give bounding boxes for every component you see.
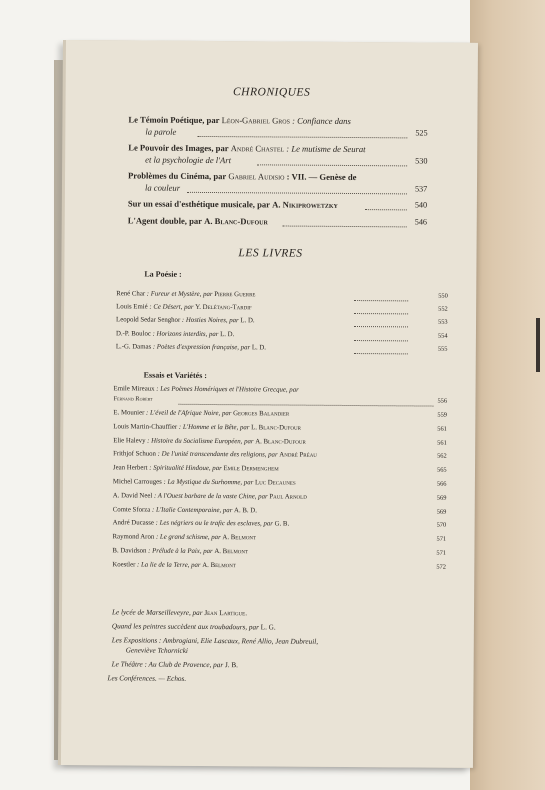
- item-critic: L. D.: [240, 317, 255, 325]
- item-critic: A. Belmont: [222, 534, 257, 542]
- item-work: : Histoire du Socialisme Européen, par: [147, 437, 256, 445]
- list-item: [116, 304, 252, 312]
- page-number: 554: [437, 332, 448, 340]
- item-work: : La lie de la Terre, par: [137, 561, 203, 569]
- item-text: Les Conférences. — Echos.: [107, 674, 187, 683]
- item-author: Comte Sforza: [112, 505, 153, 514]
- page-number: 569: [436, 508, 447, 516]
- item-text: Le lycée de Marseilleveyre, par: [111, 608, 205, 617]
- item-work: : La Mystique du Surhomme, par: [163, 478, 255, 487]
- item-work: : L'éveil de l'Afrique Noire, par: [146, 409, 234, 418]
- item-author: Emile Mireaux: [113, 385, 157, 393]
- item-critic: L. D.: [220, 330, 235, 338]
- item-author: A. David Neel: [112, 492, 154, 500]
- item-critic: G. B.: [274, 520, 290, 528]
- page-number: 571: [436, 549, 447, 557]
- page-number: 540: [414, 200, 428, 210]
- leader-dots: [283, 225, 407, 228]
- page-number: 525: [415, 128, 428, 138]
- leader-dots: [197, 135, 407, 138]
- toc-entry: Le Pouvoir des Images, par André Chastel : Le mutisme de Seurat: [128, 142, 366, 155]
- item-work: : L'Italie Contemporaine, par: [151, 506, 235, 514]
- page-number: 561: [437, 439, 447, 447]
- item-critic: A. Blanc-Dufour: [255, 437, 306, 446]
- page-number: 569: [436, 494, 447, 502]
- list-item: [116, 317, 255, 325]
- item-author: Elie Halevy: [113, 436, 148, 445]
- list-item: [112, 636, 318, 645]
- page-number: 562: [437, 452, 447, 461]
- item-work: : L'Homme et la Bête, par: [178, 423, 252, 432]
- list-item: [113, 437, 306, 445]
- page-number: 561: [437, 425, 447, 433]
- toc-entry: Le Témoin Poétique, par Léon-Gabriel Gros : Confiance dans: [128, 114, 351, 126]
- item-author: L. G.: [260, 623, 276, 632]
- item-text: Le Théâtre : Au Club de Provence, par: [111, 660, 225, 670]
- item-author: René Char: [116, 290, 147, 298]
- list-item: [112, 660, 238, 669]
- list-item: [113, 423, 301, 431]
- toc-entry: Problèmes du Cinéma, par Gabriel Audisio : VII. — Genèse de: [128, 170, 357, 183]
- item-critic: Luc Decaunes: [254, 479, 296, 487]
- item-author: André Ducasse: [112, 519, 156, 528]
- page-number: 559: [437, 411, 448, 419]
- item-text: Quand les peintres succèdent aux troubadours, par: [111, 622, 261, 632]
- section-title-chroniques: CHRONIQUES: [232, 86, 311, 99]
- toc-entry-cont: et la psychologie de l'Art: [145, 154, 232, 166]
- item-work: : Les Poèmes Homériques et l'Histoire Grecque, par: [156, 385, 299, 394]
- leader-dots: [354, 325, 408, 327]
- item-critic: Pierre Guerre: [214, 291, 256, 299]
- item-work: : Horizons interdits, par: [152, 330, 221, 338]
- list-item: [114, 385, 299, 393]
- item-author: D.-P. Bouloc: [115, 329, 153, 338]
- item-author: Koestler: [112, 561, 138, 569]
- list-item: [113, 520, 290, 528]
- toc-entry: L'Agent double, par A. Blanc-Dufour: [127, 215, 268, 227]
- leader-dots: [354, 299, 408, 301]
- list-item-cont: Geneviève Tchornicki: [125, 646, 188, 655]
- list-item: [113, 451, 317, 459]
- item-critic: Georges Balandier: [233, 410, 290, 418]
- item-author: J. B.: [224, 661, 238, 670]
- page-number: 572: [436, 563, 446, 571]
- page-number: 553: [438, 318, 448, 327]
- item-critic: André Préau: [279, 451, 317, 460]
- item-work: : Prélude à la Paix, par: [148, 547, 215, 556]
- item-author: E. Mounier: [113, 409, 147, 417]
- list-item: [113, 478, 296, 486]
- item-author: Louis Emié: [116, 303, 150, 311]
- item-author: Michel Carrouges: [112, 478, 164, 486]
- item-author: Frithjof Schuon: [113, 450, 158, 459]
- item-critic: A. B. D.: [234, 506, 257, 514]
- item-work: : Ce Désert, par: [149, 303, 196, 312]
- list-item: [116, 290, 255, 298]
- item-author: Leopold Sedar Senghor: [116, 316, 182, 325]
- page-number: 550: [438, 292, 448, 300]
- item-author: Louis Martin-Chauffier: [113, 423, 179, 431]
- leader-dots: [187, 191, 407, 195]
- subsection-heading-essais: Essais et Variétés :: [143, 370, 208, 380]
- leader-dots: [354, 312, 408, 314]
- list-item: [113, 534, 257, 542]
- item-critic: Paul Arnold: [269, 493, 307, 501]
- page-number: 537: [414, 184, 428, 194]
- item-author: L.-G. Damas: [115, 343, 153, 351]
- item-work: : Spiritualité Hindoue, par: [149, 464, 224, 473]
- toc-entry-cont: la couleur: [144, 182, 181, 193]
- item-critic: Y. Delétang-Tardif: [195, 304, 252, 312]
- page-number: 571: [436, 535, 447, 543]
- item-work: : De l'unité transcendante des religions, par: [157, 451, 280, 459]
- list-item: [113, 465, 279, 473]
- item-work: : Hosties Noires, par: [181, 317, 241, 325]
- page-number: 555: [437, 345, 448, 353]
- item-work: : Poètes d'expression française, par: [152, 343, 252, 352]
- list-item: [112, 547, 248, 555]
- toc-entry: Sur un essai d'esthétique musicale, par A. Nikiprowetzky: [127, 198, 338, 210]
- leader-dots: [354, 352, 408, 354]
- page-number: 530: [415, 156, 428, 166]
- cover-mark: [536, 318, 540, 372]
- page-number: 556: [437, 397, 448, 405]
- list-item: [113, 409, 289, 417]
- list-item: [112, 622, 276, 631]
- list-item: [113, 506, 257, 514]
- item-critic: Fernand Robert: [113, 395, 153, 403]
- page-number: 570: [436, 521, 447, 530]
- item-critic: L. D.: [251, 344, 267, 352]
- item-work: : Fureur et Mystère, par: [146, 290, 215, 299]
- list-item: [112, 561, 236, 569]
- item-author: Raymond Aron: [112, 533, 156, 541]
- item-critic: L. Blanc-Dufour: [251, 424, 301, 432]
- subsection-heading-poesie: La Poésie :: [144, 269, 182, 279]
- page-number: 566: [436, 480, 447, 488]
- item-critic: Emile Dermenghem: [223, 465, 279, 473]
- toc-entry-cont: la parole: [145, 126, 177, 137]
- item-author: B. Davidson: [112, 547, 149, 555]
- item-author: Jean Herbert: [112, 464, 150, 472]
- item-author: Jean Lartigue.: [204, 608, 248, 618]
- leader-dots: [178, 403, 433, 407]
- back-cover: [470, 0, 545, 790]
- list-item: [116, 343, 266, 351]
- page-number: 565: [436, 466, 447, 474]
- item-text: Les Expositions : Ambrogiani, Elie Lascaux, René Allio, Jean Dubreuil,: [111, 636, 319, 646]
- leader-dots: [365, 208, 407, 210]
- item-critic: A. Belmont: [214, 548, 249, 556]
- item-critic: A. Belmont: [202, 561, 236, 569]
- list-item: [112, 608, 247, 617]
- item-work: : A l'Ouest barbare de la vaste Chine, par: [153, 492, 270, 501]
- item-work: : Les négriers ou le trafic des esclaves, par: [155, 520, 275, 528]
- page-number: 546: [414, 217, 428, 227]
- list-item: [108, 674, 187, 683]
- book-page: [61, 40, 478, 768]
- list-item: [116, 330, 234, 338]
- list-item: [113, 492, 307, 500]
- item-work: : Le grand schisme, par: [155, 533, 223, 542]
- leader-dots: [354, 339, 408, 341]
- page-number: 552: [438, 305, 448, 313]
- section-title-livres: LES LIVRES: [238, 247, 303, 260]
- leader-dots: [257, 163, 407, 166]
